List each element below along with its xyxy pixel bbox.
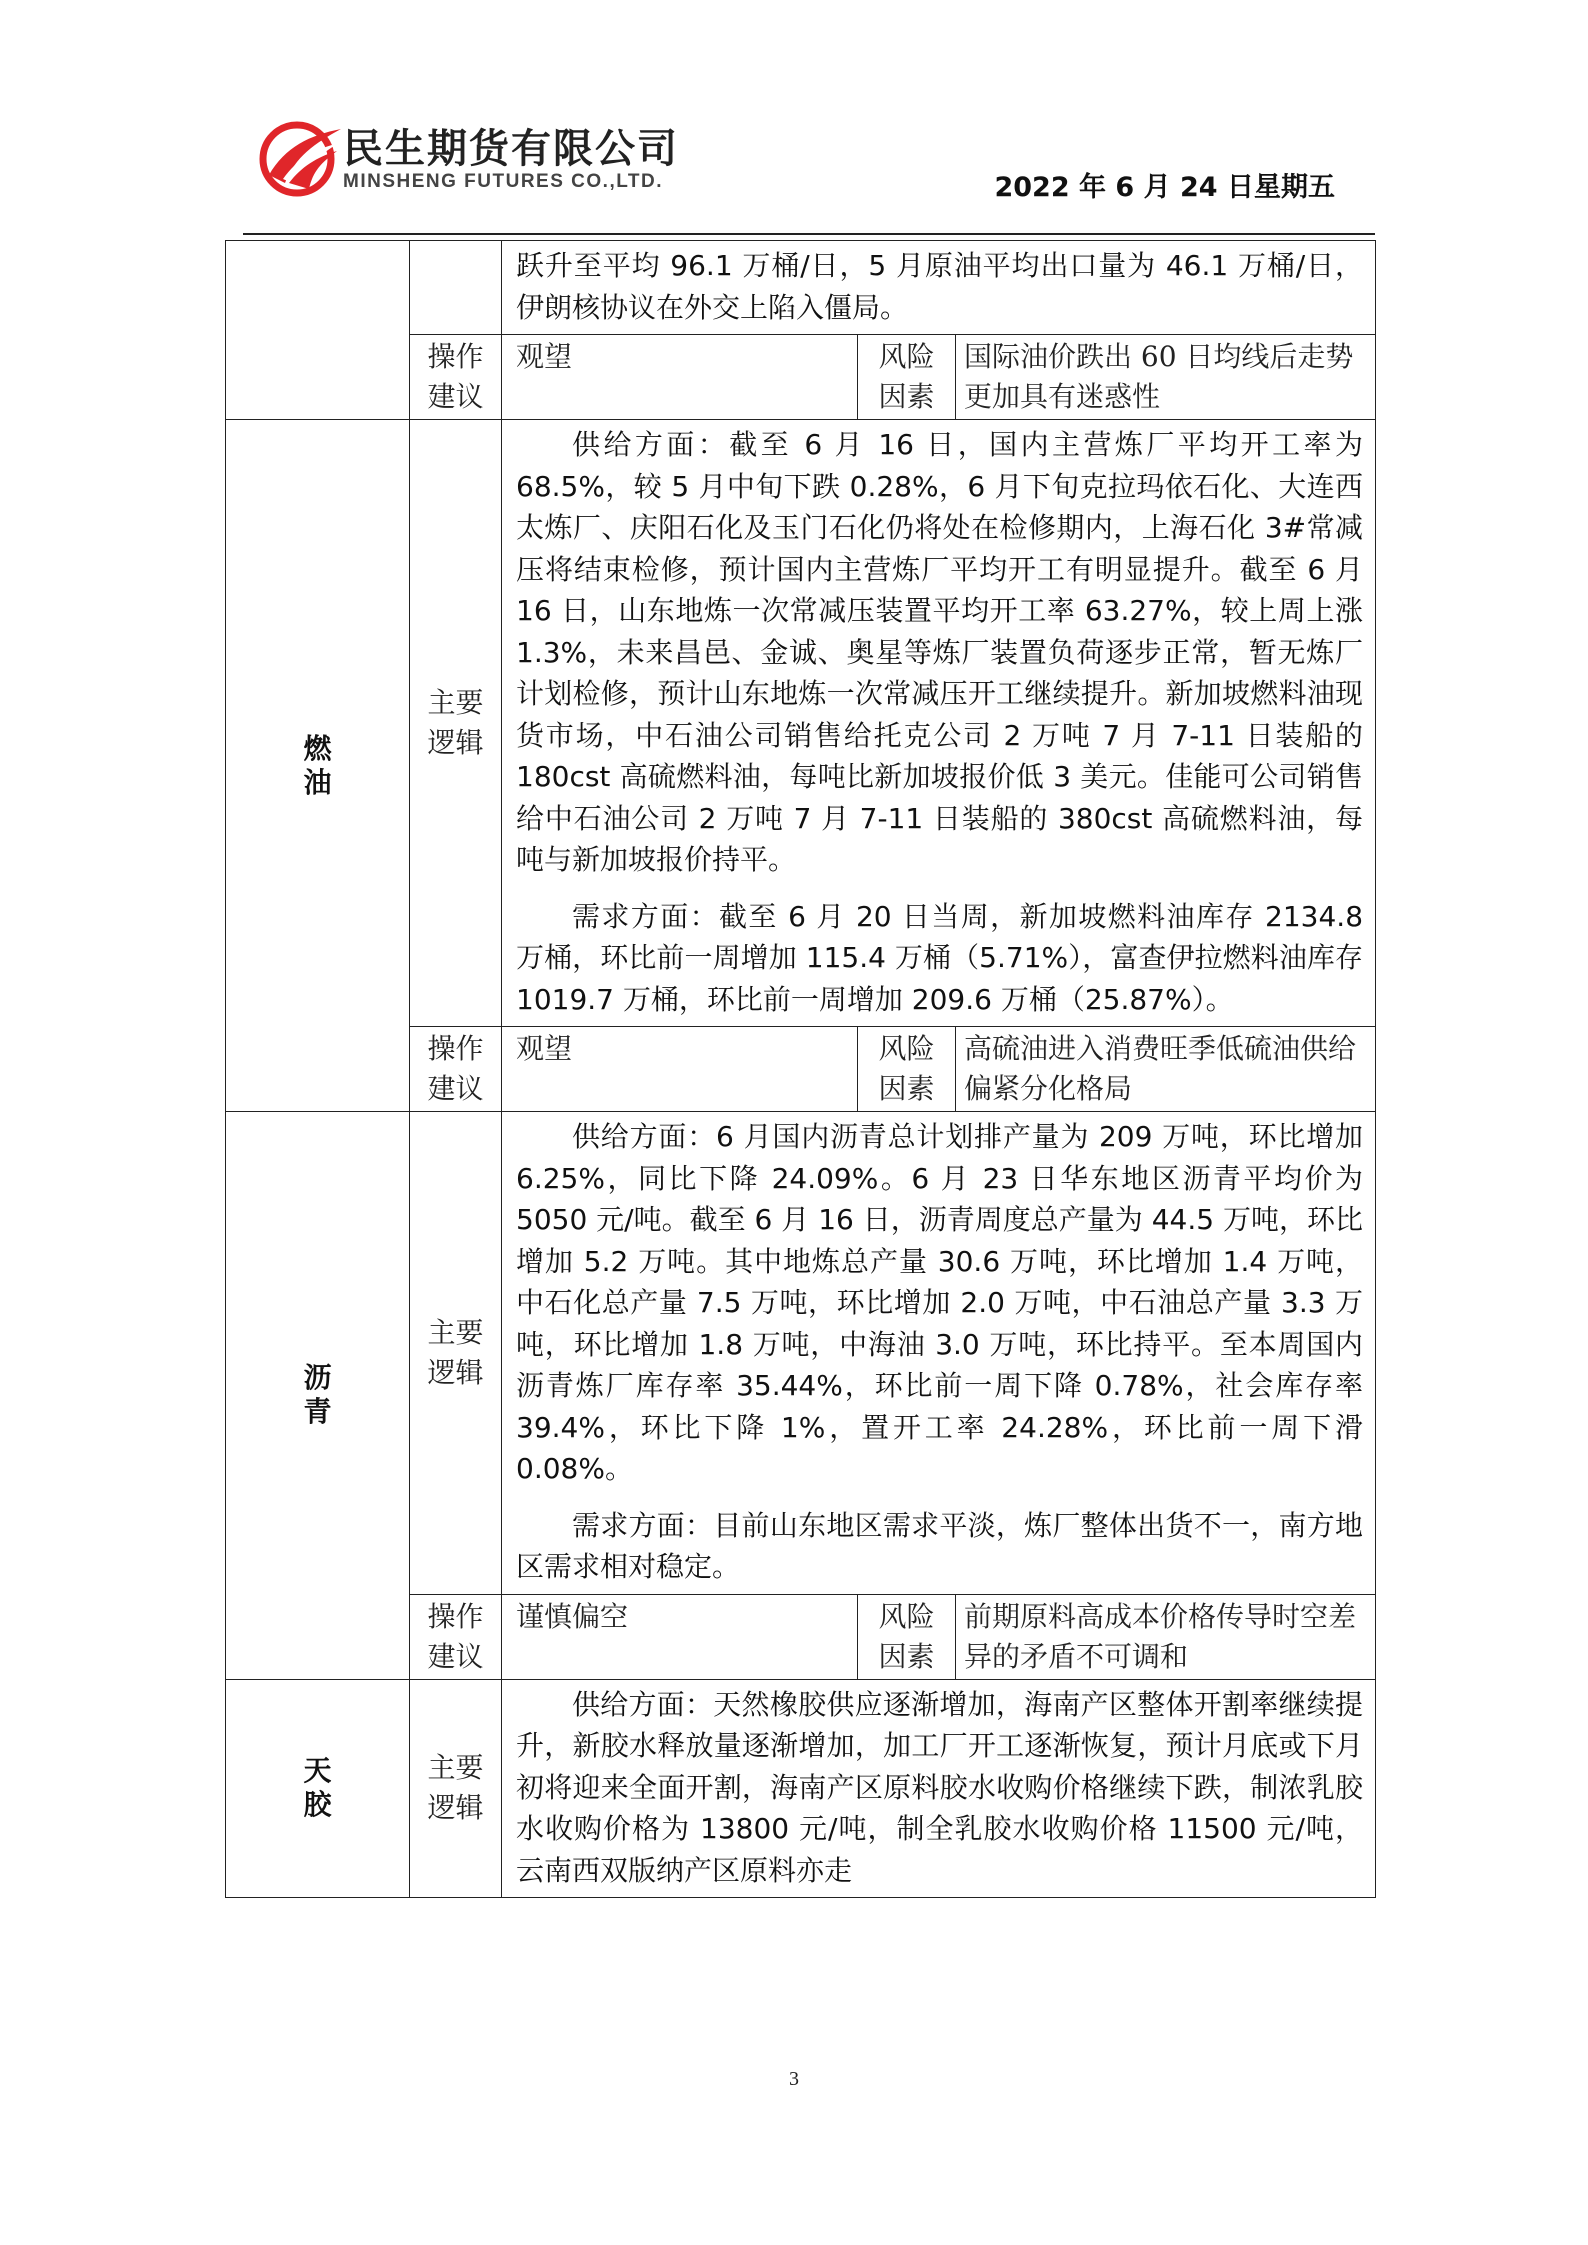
asphalt-supply-text: 供给方面：6 月国内沥青总计划排产量为 209 万吨，环比增加 6.25%，同比下降 24.09%。6 月 23 日华东地区沥青平均价为 5050 元/吨。截至 6 月 16 日，沥青周度总产量为 44.5 万吨，环比增加 5.2 万吨。其中地炼总产量 30.6 万吨，环比增加 1.4 万吨，中石化总产量 7.5 万吨，环比增加 2.0 万吨，中石油总产量 3.3 万吨，环比增加 1.8 万吨，中海油 3.0 万吨，环比持平。至本周国内沥青炼厂库存率 35.44%，环比前一周下降 0.78%，社会库存率 39.4%，环比下降 1%，置开工率 24.28%，环比前一周下滑 0.08%。 <box>516 1120 1364 1485</box>
fuel-oil-logic-row <box>226 420 1376 1027</box>
asphalt-risk-label: 风险因素 <box>858 1594 956 1679</box>
rubber-supply-text: 供给方面：天然橡胶供应逐渐增加，海南产区整体开割率继续提升，新胶水释放量逐渐增加，加工厂开工逐渐恢复，预计月底或下月初将迎来全面开割，海南产区原料胶水收购价格继续下跌，制浓乳胶水收购价格为 13800 元/吨，制全乳胶水收购价格 11500 元/吨，云南西双版纳产区原料亦走 <box>516 1687 1364 1887</box>
report-date: 2022 年 6 月 24 日星期五 <box>994 172 1335 203</box>
crude-category-cell <box>226 241 410 420</box>
fuel-oil-logic-label: 主要逻辑 <box>410 420 502 1027</box>
asphalt-risk-value: 前期原料高成本价格传导时空差异的矛盾不可调和 <box>956 1594 1376 1679</box>
asphalt-logic-cell <box>502 1112 1376 1595</box>
asphalt-category: 沥青 <box>226 1112 410 1680</box>
crude-logic-text: 跃升至平均 96.1 万桶/日，5 月原油平均出口量为 46.1 万桶/日，伊朗核协议在外交上陷入僵局。 <box>516 249 1364 324</box>
company-name-en: MINSHENG FUTURES CO.,LTD. <box>343 171 664 192</box>
minsheng-logo-icon <box>255 117 345 197</box>
crude-logic-row <box>226 241 1376 335</box>
fuel-oil-demand-text: 需求方面：截至 6 月 20 日当周，新加坡燃料油库存 2134.8 万桶，环比前一周增加 115.4 万桶（5.71%），富查伊拉燃料油库存 1019.7 万桶，环比前一周增加 209.6 万桶（25.87%）。 <box>516 899 1364 1016</box>
rubber-logic-cell <box>502 1679 1376 1898</box>
rubber-logic-label: 主要逻辑 <box>410 1679 502 1898</box>
crude-op-label: 操作建议 <box>410 335 502 420</box>
crude-logic-cell <box>502 241 1376 335</box>
asphalt-logic-label: 主要逻辑 <box>410 1112 502 1595</box>
fuel-oil-risk-label: 风险因素 <box>858 1027 956 1112</box>
fuel-oil-logic-cell <box>502 420 1376 1027</box>
page-header <box>225 105 1375 235</box>
fuel-oil-op-label: 操作建议 <box>410 1027 502 1112</box>
rubber-category: 天胶 <box>226 1679 410 1898</box>
rubber-logic-row <box>226 1679 1376 1898</box>
fuel-oil-category: 燃油 <box>226 420 410 1112</box>
asphalt-op-label: 操作建议 <box>410 1594 502 1679</box>
asphalt-op-value: 谨慎偏空 <box>502 1594 858 1679</box>
crude-risk-label: 风险因素 <box>858 335 956 420</box>
asphalt-logic-row <box>226 1112 1376 1595</box>
company-name-cn: 民生期货有限公司 <box>343 126 679 172</box>
header-divider <box>243 233 1375 235</box>
crude-logic-label-cell <box>410 241 502 335</box>
fuel-oil-supply-text: 供给方面：截至 6 月 16 日，国内主营炼厂平均开工率为 68.5%，较 5 月中旬下跌 0.28%，6 月下旬克拉玛依石化、大连西太炼厂、庆阳石化及玉门石化仍将处在检修期内，上海石化 3#常减压将结束检修，预计国内主营炼厂平均开工有明显提升。截至 6 月 16 日，山东地炼一次常减压装置平均开工率 63.27%，较上周上涨 1.3%，未来昌邑、金诚、奥星等炼厂装置负荷逐步正常，暂无炼厂计划检修，预计山东地炼一次常减压开工继续提升。新加坡燃料油现货市场，中石油公司销售给托克公司 2 万吨 7 月 7-11 日装船的 180cst 高硫燃料油，每吨比新加坡报价低 3 美元。佳能可公司销售给中石油公司 2 万吨 7 月 7-11 日装船的 380cst 高硫燃料油，每吨与新加坡报价持平。 <box>516 428 1364 876</box>
commodity-table <box>225 240 1376 1898</box>
fuel-oil-risk-value: 高硫油进入消费旺季低硫油供给偏紧分化格局 <box>956 1027 1376 1112</box>
asphalt-demand-text: 需求方面：目前山东地区需求平淡，炼厂整体出货不一，南方地区需求相对稳定。 <box>516 1508 1364 1583</box>
page-number: 3 <box>789 2068 799 2090</box>
fuel-oil-op-value: 观望 <box>502 1027 858 1112</box>
crude-op-value: 观望 <box>502 335 858 420</box>
crude-risk-value: 国际油价跌出 60 日均线后走势更加具有迷惑性 <box>956 335 1376 420</box>
